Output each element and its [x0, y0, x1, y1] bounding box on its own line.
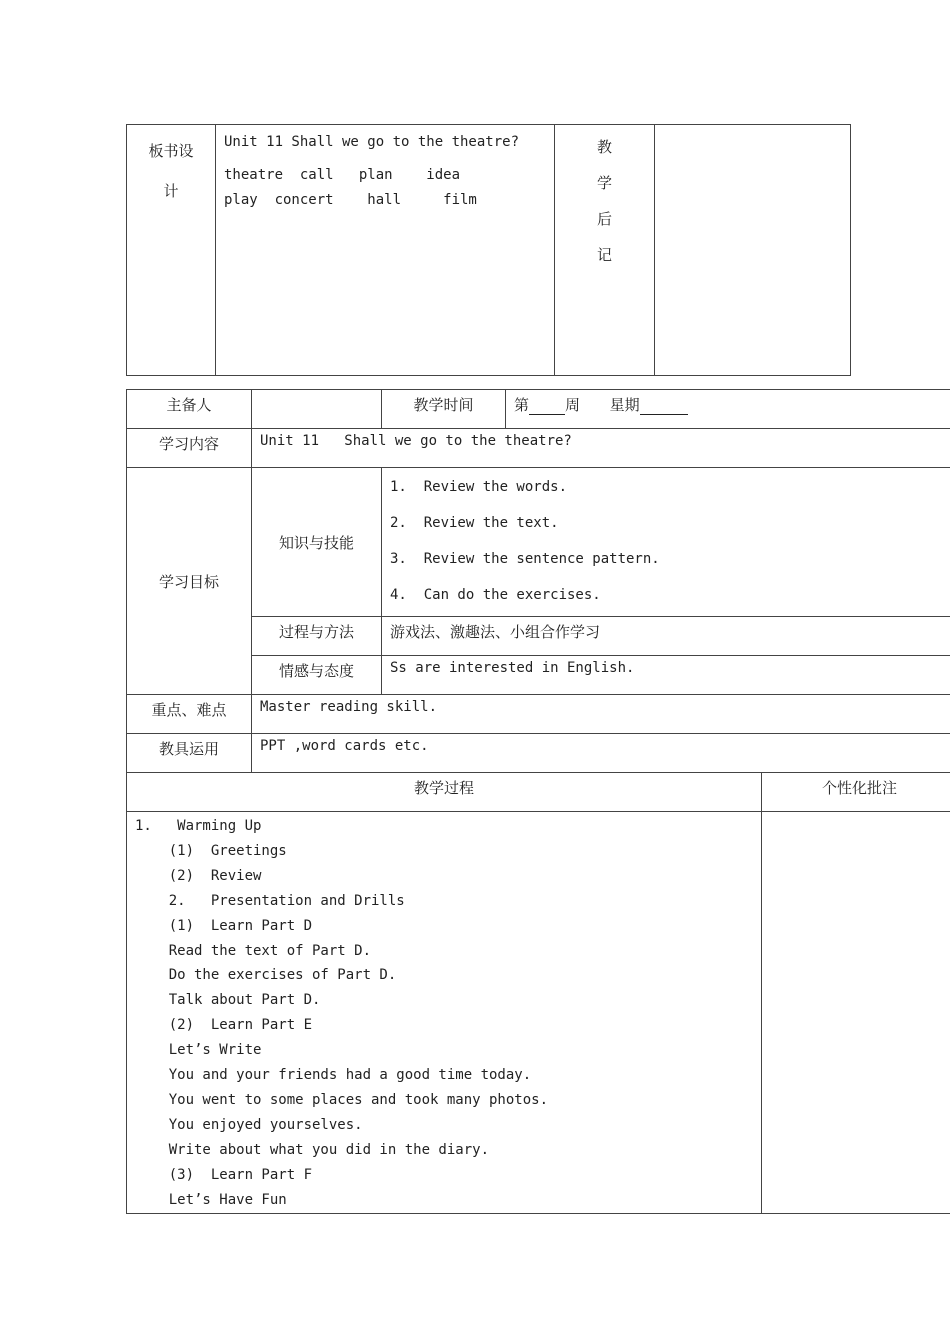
week-suffix: 周	[565, 396, 581, 414]
process-row	[127, 812, 950, 1214]
attitude-label: 情感与态度	[252, 656, 382, 695]
teaching-time-value	[506, 390, 950, 429]
process-line: (2) Learn Part E	[135, 1017, 313, 1034]
board-design-words-line1: theatre call plan idea	[224, 167, 461, 183]
process-line: (1) Greetings	[135, 842, 287, 859]
notes-header: 个性化批注	[762, 773, 950, 812]
process-line: (3) Learn Part F	[135, 1166, 313, 1183]
process-header-row	[127, 773, 950, 812]
tools-label: 教具运用	[127, 734, 252, 773]
preparer-label: 主备人	[127, 390, 252, 429]
weekday-blank	[640, 400, 688, 415]
method-value: 游戏法、激趣法、小组合作学习	[382, 617, 950, 656]
board-design-content	[216, 125, 555, 376]
board-design-label-line2: 计	[163, 182, 179, 200]
reflection-char: 教	[596, 138, 612, 156]
lesson-plan-table	[126, 389, 950, 1214]
process-line: 1. Warming Up	[135, 818, 262, 834]
key-points-row	[127, 695, 950, 734]
knowledge-item: 2. Review the text.	[390, 515, 559, 531]
knowledge-item: 3. Review the sentence pattern.	[390, 551, 660, 567]
knowledge-item: 1. Review the words.	[390, 479, 568, 495]
process-line: Let’s Have Fun	[135, 1191, 287, 1208]
tools-row	[127, 734, 950, 773]
process-line: Write about what you did in the diary.	[135, 1141, 490, 1158]
process-line: 2. Presentation and Drills	[135, 892, 405, 909]
attitude-value: Ss are interested in English.	[382, 656, 950, 695]
board-design-label	[127, 125, 216, 376]
week-prefix: 第	[514, 396, 530, 414]
key-points-value: Master reading skill.	[252, 695, 950, 734]
content-value: Unit 11 Shall we go to the theatre?	[252, 429, 950, 468]
preparer-row	[127, 390, 950, 429]
method-label: 过程与方法	[252, 617, 382, 656]
content-label: 学习内容	[127, 429, 252, 468]
process-header: 教学过程	[127, 773, 762, 812]
process-line: You enjoyed yourselves.	[135, 1116, 363, 1133]
board-design-words-line2: play concert hall film	[224, 192, 477, 208]
weekday-label: 星期	[609, 396, 640, 414]
process-line: You and your friends had a good time today.	[135, 1067, 532, 1084]
knowledge-row	[127, 468, 950, 617]
board-design-table	[126, 124, 851, 376]
process-line: (2) Review	[135, 867, 262, 884]
reflection-char: 学	[596, 174, 612, 192]
teaching-reflection-label	[555, 125, 655, 376]
process-line: You went to some places and took many photos.	[135, 1091, 549, 1108]
knowledge-items	[382, 468, 950, 617]
reflection-char: 后	[596, 210, 612, 228]
reflection-char: 记	[596, 246, 612, 264]
knowledge-item: 4. Can do the exercises.	[390, 587, 601, 603]
key-points-label: 重点、难点	[127, 695, 252, 734]
goals-label: 学习目标	[127, 468, 252, 695]
process-line: Talk about Part D.	[135, 992, 321, 1009]
tools-value: PPT ,word cards etc.	[252, 734, 950, 773]
week-blank	[529, 400, 565, 415]
board-design-title: Unit 11 Shall we go to the theatre?	[224, 134, 520, 150]
process-line: Read the text of Part D.	[135, 942, 372, 959]
preparer-value	[252, 390, 382, 429]
notes-content	[762, 812, 950, 1214]
process-line: Do the exercises of Part D.	[135, 967, 397, 984]
board-design-label-line1: 板书设	[148, 142, 194, 160]
process-content	[127, 812, 762, 1214]
process-line: (1) Learn Part D	[135, 917, 313, 934]
content-row	[127, 429, 950, 468]
process-line: Let’s Write	[135, 1042, 262, 1059]
knowledge-label: 知识与技能	[252, 468, 382, 617]
teaching-reflection-content	[655, 125, 851, 376]
teaching-time-label: 教学时间	[382, 390, 506, 429]
